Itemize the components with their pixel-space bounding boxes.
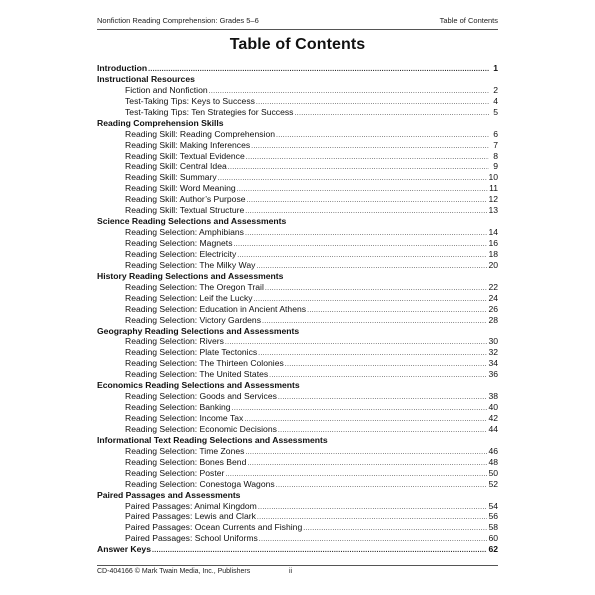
toc-dot-leader: [218, 174, 488, 183]
toc-dot-leader: [245, 229, 487, 238]
toc-entry-label: Instructional Resources: [97, 73, 195, 84]
toc-section-heading: [97, 271, 498, 282]
toc-page-number: 1: [493, 63, 498, 73]
toc-entry-label: Reading Selection: Education in Ancient Athens: [125, 303, 307, 314]
header-rule: [97, 29, 498, 30]
toc-dot-leader: [278, 426, 488, 435]
toc-page-number: 48: [488, 456, 498, 467]
toc-page-number: 54: [488, 500, 498, 511]
toc-entry-label: Reading Selection: The Milky Way: [125, 259, 256, 270]
toc-entry: [97, 336, 498, 347]
toc-entry: [97, 282, 498, 293]
toc-page-number: 32: [488, 347, 498, 358]
toc-entry: [97, 183, 498, 194]
toc-entry: [97, 522, 498, 533]
running-header: [97, 16, 498, 25]
toc-entry-label: Fiction and Nonfiction: [125, 84, 208, 95]
toc-page-number: 16: [488, 238, 498, 248]
toc-entry-label: Reading Skill: Word Meaning: [125, 183, 236, 194]
toc-entry-label: Reading Selection: Conestoga Wagons: [125, 478, 275, 489]
toc-entry: [97, 227, 498, 238]
toc-dot-leader: [258, 503, 488, 512]
toc-list: [97, 63, 498, 555]
toc-dot-leader: [269, 371, 487, 380]
toc-page-number: 7: [493, 139, 498, 150]
toc-entry: [97, 358, 498, 369]
toc-section-heading: [97, 544, 498, 555]
toc-entry-label: Informational Text Reading Selections and Assessments: [97, 434, 328, 445]
toc-page-number: 58: [488, 522, 498, 533]
toc-entry: [97, 468, 498, 479]
toc-entry: [97, 293, 498, 304]
toc-entry: [97, 129, 498, 140]
toc-entry-label: Reading Selection: Banking: [125, 402, 231, 413]
toc-entry-label: Reading Selection: Rivers: [125, 336, 224, 347]
toc-entry-label: Paired Passages: Lewis and Clark: [125, 511, 256, 522]
toc-page-number: 2: [493, 84, 498, 95]
toc-entry-label: Reading Skill: Reading Comprehension: [125, 128, 276, 139]
toc-entry: [97, 511, 498, 522]
toc-page-number: 5: [493, 106, 498, 117]
toc-entry: [97, 304, 498, 315]
toc-dot-leader: [259, 535, 488, 544]
toc-page-number: 8: [493, 150, 498, 161]
toc-page-number: 13: [488, 205, 498, 216]
toc-entry-label: Reading Selection: Time Zones: [125, 445, 245, 456]
toc-entry-label: Reading Comprehension Skills: [97, 117, 224, 128]
toc-page-number: 10: [488, 172, 498, 183]
toc-entry-label: Reading Selection: Magnets: [125, 238, 233, 248]
toc-entry: [97, 501, 498, 512]
toc-dot-leader: [278, 393, 488, 402]
toc-dot-leader: [254, 295, 488, 304]
page-title: Table of Contents: [229, 36, 366, 53]
toc-page-number: 18: [488, 248, 498, 259]
toc-page-number: 34: [488, 358, 498, 369]
toc-dot-leader: [303, 524, 487, 533]
toc-entry: [97, 249, 498, 260]
toc-dot-leader: [232, 404, 488, 413]
toc-entry-label: Reading Skill: Textual Structure: [125, 205, 245, 216]
toc-page-number: 30: [488, 336, 498, 347]
toc-dot-leader: [237, 251, 487, 260]
footer-publisher: CD-404166 © Mark Twain Media, Inc., Publishers: [97, 568, 251, 575]
toc-dot-leader: [285, 360, 488, 369]
toc-entry-label: Reading Selection: Amphibians: [125, 227, 244, 238]
toc-page-number: 28: [488, 314, 498, 325]
toc-entry-label: Reading Selection: The United States: [125, 369, 269, 380]
toc-dot-leader: [209, 87, 489, 96]
toc-page-number: 60: [488, 533, 498, 544]
toc-entry-label: Reading Selection: The Oregon Trail: [125, 281, 264, 292]
toc-page-number: 38: [488, 391, 498, 402]
toc-entry: [97, 457, 498, 468]
toc-entry: [97, 402, 498, 413]
footer-page-number: ii: [289, 568, 293, 575]
toc-entry-label: Test-Taking Tips: Keys to Success: [125, 95, 255, 106]
toc-section-heading: [97, 435, 498, 446]
toc-page-number: 52: [488, 478, 498, 489]
toc-entry-label: Reading Selection: Bones Bend: [125, 456, 247, 467]
toc-entry-label: Reading Selection: The Thirteen Colonies: [125, 358, 284, 369]
toc-entry: [97, 140, 498, 151]
toc-entry-label: Reading Selection: Leif the Lucky: [125, 292, 253, 303]
toc-dot-leader: [258, 349, 487, 358]
toc-dot-leader: [237, 185, 488, 194]
toc-page-number: 56: [488, 511, 498, 522]
toc-entry: [97, 172, 498, 183]
toc-entry-label: Reading Skill: Textual Evidence: [125, 150, 245, 161]
toc-page-number: 9: [493, 161, 498, 172]
toc-page-number: 62: [488, 544, 498, 555]
toc-entry-label: Paired Passages: Ocean Currents and Fishing: [125, 522, 303, 533]
toc-page-number: 36: [488, 369, 498, 380]
toc-entry: [97, 391, 498, 402]
toc-entry: [97, 205, 498, 216]
toc-entry: [97, 260, 498, 271]
toc-page-number: 40: [488, 402, 498, 413]
toc-page-number: 24: [488, 292, 498, 303]
toc-entry: [97, 446, 498, 457]
toc-dot-leader: [257, 513, 488, 522]
toc-dot-leader: [228, 163, 489, 172]
toc-dot-leader: [265, 284, 488, 293]
toc-entry-label: Economics Reading Selections and Assessments: [97, 380, 300, 391]
toc-entry-label: Paired Passages and Assessments: [97, 489, 241, 500]
toc-section-heading: [97, 490, 498, 501]
toc-section-heading: [97, 216, 498, 227]
toc-entry: [97, 151, 498, 162]
toc-page-number: 14: [488, 227, 498, 238]
toc-entry-label: Geography Reading Selections and Assessments: [97, 325, 300, 336]
toc-page-number: 11: [489, 183, 498, 194]
toc-entry-label: Reading Selection: Victory Gardens: [125, 314, 261, 325]
toc-page-number: 44: [488, 423, 498, 434]
toc-entry-label: Reading Selection: Economic Decisions: [125, 423, 277, 434]
toc-entry-label: Reading Selection: Electricity: [125, 248, 237, 259]
toc-page-number: 20: [488, 259, 498, 270]
toc-entry: [97, 315, 498, 326]
toc-dot-leader: [247, 196, 488, 205]
toc-dot-leader: [225, 470, 487, 479]
toc-page-number: 50: [488, 467, 498, 478]
toc-dot-leader: [276, 481, 488, 490]
toc-entry: [97, 161, 498, 172]
toc-dot-leader: [256, 262, 487, 271]
toc-entry: [97, 533, 498, 544]
toc-entry-label: Reading Selection: Goods and Services: [125, 391, 277, 402]
toc-entry: [97, 413, 498, 424]
toc-entry: [97, 238, 498, 249]
toc-section-heading: [97, 118, 498, 129]
toc-entry-label: Test-Taking Tips: Ten Strategies for Success: [125, 106, 294, 117]
toc-entry-label: Reading Selection: Plate Tectonics: [125, 347, 258, 358]
toc-dot-leader: [225, 338, 488, 347]
toc-dot-leader: [246, 153, 489, 162]
toc-entry: [97, 96, 498, 107]
toc-dot-leader: [294, 109, 489, 118]
toc-entry: [97, 479, 498, 490]
toc-page-number: 22: [488, 281, 498, 292]
toc-section-heading: [97, 63, 498, 74]
toc-dot-leader: [152, 546, 487, 555]
header-section-title: Table of Contents: [439, 16, 498, 25]
toc-section-heading: [97, 326, 498, 337]
toc-dot-leader: [247, 459, 487, 468]
toc-page-number: 6: [493, 128, 498, 139]
toc-entry-label: Reading Skill: Author’s Purpose: [125, 194, 246, 205]
toc-entry-label: Answer Keys: [97, 544, 151, 555]
toc-section-heading: [97, 380, 498, 391]
toc-page-number: 46: [488, 445, 498, 456]
toc-page-number: 42: [488, 413, 498, 423]
toc-entry-label: Science Reading Selections and Assessments: [97, 216, 287, 227]
toc-dot-leader: [276, 131, 489, 140]
toc-dot-leader: [256, 98, 489, 107]
toc-dot-leader: [251, 142, 489, 151]
header-book-title: Nonfiction Reading Comprehension: Grades 5–6: [97, 16, 259, 25]
toc-dot-leader: [245, 448, 487, 457]
toc-entry-label: Paired Passages: School Uniforms: [125, 533, 258, 544]
toc-dot-leader: [148, 65, 489, 74]
toc-entry-label: Reading Selection: Poster: [125, 467, 225, 478]
toc-section-heading: [97, 74, 498, 85]
toc-entry: [97, 424, 498, 435]
toc-entry-label: Paired Passages: Animal Kingdom: [125, 500, 257, 511]
toc-dot-leader: [234, 240, 488, 249]
toc-page-number: 26: [488, 303, 498, 314]
toc-page-number: 12: [488, 194, 498, 205]
toc-entry: [97, 107, 498, 118]
toc-entry-label: Reading Skill: Central Idea: [125, 161, 227, 172]
toc-entry-label: Reading Skill: Making Inferences: [125, 139, 251, 150]
toc-entry-label: Reading Selection: Income Tax: [125, 413, 244, 423]
toc-dot-leader: [307, 306, 487, 315]
toc-entry: [97, 194, 498, 205]
toc-entry: [97, 347, 498, 358]
toc-entry-label: History Reading Selections and Assessments: [97, 270, 284, 281]
toc-entry-label: Reading Skill: Summary: [125, 172, 217, 183]
toc-page-number: 4: [493, 95, 498, 106]
toc-dot-leader: [262, 317, 487, 326]
toc-entry-label: Introduction: [97, 63, 148, 73]
toc-dot-leader: [244, 415, 487, 424]
toc-entry: [97, 369, 498, 380]
toc-entry: [97, 85, 498, 96]
footer-rule: [97, 565, 498, 566]
toc-dot-leader: [245, 207, 487, 216]
